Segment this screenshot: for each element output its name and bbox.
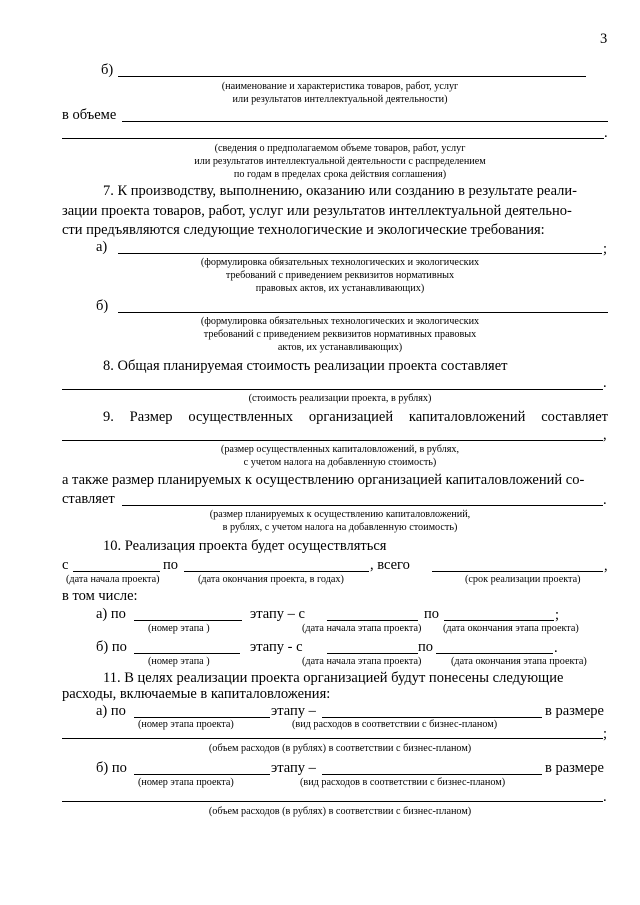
p10-b-to: по [418,639,434,655]
p10-b-caption-start: (дата начала этапа проекта) [302,656,422,667]
goods-caption: (наименование и характеристика товаров, работ, услуг [221,81,459,92]
p11-a-caption-stage: (номер этапа проекта) [138,719,234,730]
p7-b-blank-line [118,312,608,313]
p9-line-2: а также размер планируемых к осуществлению организацией капиталовложений со- [62,472,585,488]
p11-a-caption-kind: (вид расходов в соответствии с бизнес-планом) [292,719,498,730]
p10-caption-end: (дата окончания проекта, в годах) [198,574,344,585]
page-number: 3 [600,31,608,47]
p9-word: Размер [129,409,173,425]
p7-a-caption: (формулировка обязательных технологических и экологических [200,257,480,268]
p8-blank-line [62,389,603,390]
p9-caption-4: в рублях, с учетом налога на добавленную стоимость) [222,522,458,533]
p9-line-3: ставляет [62,491,115,507]
p10-b-caption-stage: (номер этапа ) [148,656,210,667]
p11-line-1: 11. В целях реализации проекта организацией будут понесены следующие [103,670,564,686]
p10-total: , всего [370,557,410,573]
p10-a-caption-stage: (номер этапа ) [148,623,210,634]
p11-a-amount: в размере [545,703,604,719]
p10-a-label: а) по [96,606,126,622]
volume-caption-3: по годам в пределах срока действия соглашения) [233,169,447,180]
p10-b-caption-end: (дата окончания этапа проекта) [451,656,587,667]
p7-b-label: б) [96,298,109,314]
p11-b-amount: в размере [545,760,604,776]
p10-a-caption-start: (дата начала этапа проекта) [302,623,422,634]
p11-b-stage-line [134,774,270,775]
p10-b-stage-line [134,653,240,654]
p7-b-caption: (формулировка обязательных технологических и экологических [200,316,480,327]
goods-blank-line [118,76,586,77]
p10-incl: в том числе: [62,588,138,604]
p10-from: с [62,557,69,573]
p11-a-stage-line [134,717,270,718]
p11-a-sum-line [62,738,603,739]
volume-label: в объеме [62,107,117,123]
p10-a-end-line [444,620,554,621]
p10-caption-total: (срок реализации проекта) [465,574,581,585]
p10-to: по [163,557,179,573]
p7-a-semicolon: ; [603,241,608,257]
p8-period: . [603,375,607,391]
p10-a-to: по [424,606,440,622]
volume-period: . [604,125,608,141]
p7-line-3: сти предъявляются следующие технологические и экологические требования: [62,222,545,238]
p9-comma: , [603,427,607,443]
p9-word: капиталовложений [408,409,526,425]
p10-b-stage: этапу - с [250,639,303,655]
p9-period: . [603,492,607,508]
p7-a-label: а) [96,239,108,255]
p11-b-caption-sum: (объем расходов (в рублях) в соответствии с бизнес-планом) [208,806,472,817]
p10-a-stage: этапу – с [250,606,305,622]
p9-blank-line [62,440,603,441]
p10-a-start-line [327,620,418,621]
p7-line-1: 7. К производству, выполнению, оказанию или созданию в результате реали- [103,183,577,199]
p7-a-caption-2: требований с приведением реквизитов нормативных [225,270,455,281]
p7-line-2: зации проекта товаров, работ, услуг или результатов интеллектуальной деятельно- [62,203,572,219]
p11-a-semicolon: ; [603,726,608,742]
p9-caption: (размер осуществленных капиталовложений, в рублях, [220,444,460,455]
p11-b-caption-kind: (вид расходов в соответствии с бизнес-планом) [300,777,506,788]
p7-a-caption-3: правовых актов, их устанавливающих) [255,283,425,294]
p9-word: 9. [103,409,114,425]
p7-a-blank-line [118,253,602,254]
p8-caption: (стоимость реализации проекта, в рублях) [248,393,432,404]
p11-b-dash: этапу – [271,760,316,776]
volume-blank-line [122,121,608,122]
p11-b-sum-line [62,801,603,802]
p11-b-kind-line [322,774,542,775]
volume-caption: (сведения о предполагаемом объеме товаров, работ, услуг [214,143,466,154]
p10-a-stage-line [134,620,242,621]
p10-comma: , [604,558,608,574]
p11-line-2: расходы, включаемые в капиталовложения: [62,686,331,702]
p7-b-caption-3: актов, их устанавливающих) [277,342,403,353]
p10-a-caption-end: (дата окончания этапа проекта) [443,623,579,634]
p9-word: осуществленных [188,409,294,425]
p10-b-period: . [554,640,558,656]
p9-planned-blank-line [122,505,603,506]
p9-caption-3: (размер планируемых к осуществлению капиталовложений, [209,509,471,520]
goods-caption-2: или результатов интеллектуальной деятельности) [232,94,448,105]
p11-a-label: а) по [96,703,126,719]
p11-b-label: б) по [96,760,127,776]
p10-b-label: б) по [96,639,127,655]
item-b-label: б) [101,62,114,78]
p11-b-caption-stage: (номер этапа проекта) [138,777,234,788]
p10-text: 10. Реализация проекта будет осуществляться [103,538,387,554]
p11-a-kind-line [322,717,542,718]
p9-word: составляет [541,409,608,425]
p10-b-end-line [436,653,553,654]
p10-start-date-line [73,571,160,572]
p10-duration-line [432,571,603,572]
p10-a-semicolon: ; [555,607,560,623]
p11-a-caption-sum: (объем расходов (в рублях) в соответствии с бизнес-планом) [208,743,472,754]
p11-a-dash: этапу – [271,703,316,719]
p9-caption-2: с учетом налога на добавленную стоимость) [243,457,437,468]
p9-word: организацией [308,409,394,425]
volume-blank-line-2 [62,138,604,139]
p10-end-date-line [184,571,369,572]
p10-caption-start: (дата начала проекта) [66,574,160,585]
p7-b-caption-2: требований с приведением реквизитов нормативных правовых [203,329,477,340]
p9-line-1 [103,409,608,425]
volume-caption-2: или результатов интеллектуальной деятельности с распределением [194,156,486,167]
p11-b-period: . [603,789,607,805]
p8-text: 8. Общая планируемая стоимость реализации проекта составляет [103,358,508,374]
p10-b-start-line [327,653,418,654]
